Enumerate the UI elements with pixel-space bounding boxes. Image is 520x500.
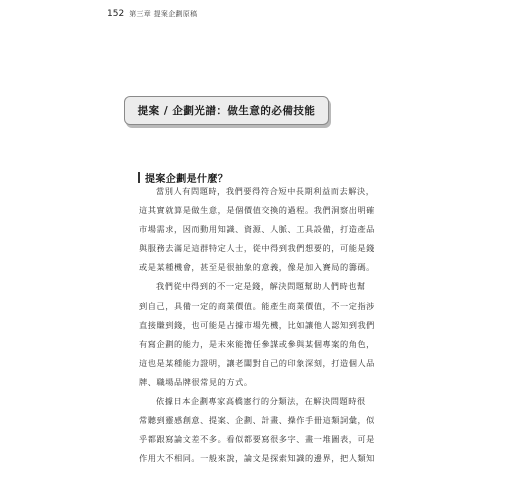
text-line: 有寫企劃的能力，是未來能擔任參謀或參與某個專案的角色， (139, 338, 375, 349)
page-number: 152 (107, 9, 125, 19)
text-line: 作用大不相同。一般來說，論文是探索知識的邊界，把人類知 (139, 453, 375, 464)
text-line: 常聽到靈感創意、提案、企劃、計畫、操作手冊這類詞彙，似 (139, 415, 375, 426)
text-line: 乎都跟寫論文差不多。看似都要寫很多字、畫一堆圖表，可是 (139, 434, 375, 445)
running-header (107, 9, 197, 19)
subsection-heading-text: 提案企劃是什麼？ (145, 174, 229, 185)
section-title-box (124, 96, 329, 125)
text-line: 市場需求，因而動用知識、資源、人脈、工具設備，打造產品 (139, 224, 375, 235)
text-line: 與服務去滿足這群特定人士，從中得到我們想要的，可能是錢 (139, 243, 375, 254)
text-line: 或是某種機會，甚至是很抽象的意義，像是加入賽局的籌碼。 (139, 262, 375, 273)
text-line: 當別人有問題時，我們要得符合短中長期利益而去解決， (156, 186, 375, 196)
text-line: 我們從中得到的不一定是錢，解決問題幫助人們時也幫 (156, 281, 366, 292)
text-line: 直接賺到錢，也可能是占據市場先機，比如讓他人認知到我們 (139, 319, 375, 330)
text-line: 這也是某種能力證明，讓老闆對自己的印象深刻，打造個人品 (139, 357, 375, 368)
text-line: 這其實就算是做生意，是個價值交換的過程。我們洞察出明確 (139, 205, 375, 216)
chapter-label: 第三章 提案企劃原稿 (129, 10, 198, 18)
text-line: 到自己，具備一定的商業價值。能產生商業價值，不一定指涉 (139, 300, 375, 311)
text-line: 依據日本企劃專家高橋憲行的分類法，在解決問題時很 (156, 396, 366, 407)
section-title: 提案 / 企劃光譜：做生意的必備技能 (137, 105, 316, 117)
body-text (139, 182, 389, 468)
text-line: 牌、職場品牌很常見的方式。 (139, 376, 253, 387)
